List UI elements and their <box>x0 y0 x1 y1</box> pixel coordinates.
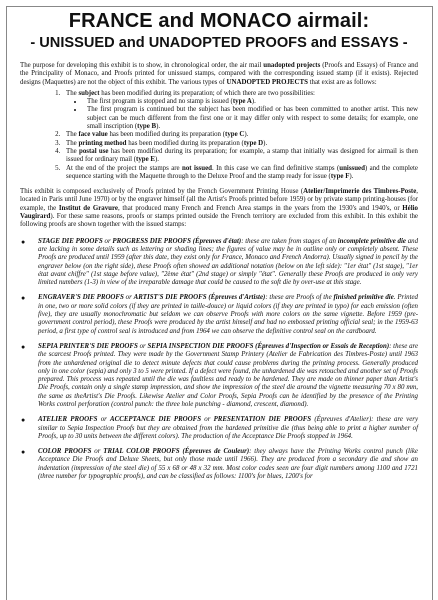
proof-term: SEPIA INSPECTION DIE PROOFS <box>147 342 254 350</box>
item-text: The <box>66 147 79 155</box>
proof-french-term: (Épreuves d'état) <box>190 237 242 245</box>
item-keyword: face value <box>78 131 108 139</box>
proofs-list <box>20 238 418 482</box>
proof-text: (Épreuves d'Atelier): these are very similar to Sepia Inspection Proofs but they are obtained from the hardened primitive die (thus being able to print a higher number of Proofs, up to 30 units between the different colors). The production of the Acceptance Die Proofs stopped in 1964. <box>38 416 419 440</box>
subitem-type-a <box>84 98 418 106</box>
item-text: The <box>66 89 79 97</box>
proof-french-term: (Épreuves d'Artiste) <box>206 294 266 302</box>
composition-paragraph <box>20 188 418 229</box>
item-keyword: subject <box>78 89 100 97</box>
item-text: ). <box>244 131 249 139</box>
proof-term: ARTIST'S DIE PROOFS <box>133 294 207 302</box>
item-text: . In this case we can find definitive stamps ( <box>211 164 340 172</box>
proof-text: or <box>123 294 134 302</box>
proof-term: TRIAL COLOR PROOFS <box>103 448 180 456</box>
item-text: ). <box>349 172 354 180</box>
item-text: ). <box>155 156 160 164</box>
type-item-printing-method <box>62 140 418 148</box>
type-code: type E <box>136 156 155 164</box>
intro-paragraph <box>20 62 418 87</box>
type-item-subject <box>62 90 418 131</box>
proof-text: . Printed in one, two or more solid colors (if they are printed in taille-douce) or liquid colors (if they are printed in typo) for each emission (often five), they are usually monochromatic but seldom we can observe Proofs with more colors on the same vignette. Before 1959 (pre-government control period), these Proofs were produced by the artist himself and had no embossed printing official seal; in the 1959-63 period, a first type of control seal is introduced and from 1964 we can observe the definitive control seal on the cardboard. <box>38 294 419 335</box>
paragraph-text: ). For these same reasons, proofs or stamps printed outside the French territory are excluded from this exhibit. In this exhibit the following proofs are shown together with the issued stamps: <box>20 213 418 229</box>
paragraph-emphasis: Hélio Vaugirard <box>20 204 418 221</box>
intro-emphasis: UNADOPTED PROJECTS <box>226 78 308 86</box>
item-text: The first program is stopped and no stamp is issued ( <box>87 98 233 106</box>
type-code: type F <box>330 172 350 180</box>
item-text: ). <box>263 139 268 147</box>
paragraph-text: This exhibit is composed exclusively of Proofs printed by the French Government Printing House ( <box>20 188 304 196</box>
type-code: type A <box>232 98 252 106</box>
proof-emphasis: finished primitive die <box>333 294 394 302</box>
page-subtitle: - UNISSUED and UNADOPTED PROOFS and ESSAYS - <box>30 35 408 51</box>
type-code: type B <box>137 123 157 131</box>
proof-term: PRESENTATION DIE PROOFS <box>213 416 312 424</box>
intro-emphasis: unadopted projects <box>263 62 321 69</box>
intro-text: The purpose for developing this exhibit is to show, in chronological order, the air mail <box>20 62 264 69</box>
item-keyword: unissued <box>339 164 365 172</box>
proof-text: or <box>97 416 111 424</box>
proof-term: ENGRAVER'S DIE PROOFS <box>38 294 124 302</box>
paragraph-text: , located in Paris until June 1970) or by the engraver himself (all the Artist's Proofs printed before 1959) or by private stamp printing-houses (for example, the <box>20 188 418 212</box>
item-text: The first program is continued but the subject has been modified or has been committed to another artist. This new subject can be much different from the first one or it may differ only with respect to some details; for example, one small inscription ( <box>87 106 418 131</box>
item-text: has been modified during its preparation ( <box>126 139 244 147</box>
paragraph-text: , that produced many French and French Area stamps in the years from the 1930's and 1940's, or <box>118 204 403 212</box>
proof-item-atelier <box>20 416 418 441</box>
item-text: The <box>66 131 79 139</box>
proof-term: ATELIER PROOFS <box>38 416 98 424</box>
item-text: has been modified during its preparation ( <box>107 131 226 139</box>
page-title: FRANCE and MONACO airmail: <box>68 10 370 32</box>
proof-item-sepia-die <box>20 343 418 409</box>
proof-text: : these are the scarcest Proofs printed. They were made by the Government Stamp Printery (Atelier de Fabrication des Timbres-Poste) until 1963 from the unhardened original die to detect minute defects that could cause problems during the printing process. Generally produced only in one color (sepia) and only 3 to 5 were printed. If a defect were found, the unhardened die was retouched and another set of Proofs prepared. This process was repeated until the die was faultless and ready to be hardened. They are made on thinner paper than Artist's Die Proofs, contain only a single stamp impression, and show the impression of the steel die around the vignette measuring 70 x 80 mm, the same as theArtist's Die Proofs. Likewise Atelier and Color Proofs, Sepia Proofs can be identified by the presence of the Printing Works control perforation (control punch: the three hole punching - diamond, crescent, diamond). <box>38 342 419 408</box>
type-item-not-issued <box>62 165 418 182</box>
item-keyword: postal use <box>79 147 109 155</box>
item-text: ). <box>251 98 256 106</box>
proof-french-term: (Épreuves de Couleur) <box>179 448 250 456</box>
paragraph-emphasis: Atelier/Imprimerie des Timbres-Poste <box>303 188 417 196</box>
type-item-face-value <box>62 131 418 139</box>
item-keyword: not issued <box>182 164 212 172</box>
proof-text: or <box>102 237 113 245</box>
intro-text: (Proofs and Essays) of France and the Principality of Monaco, and Proofs printed for unissued stamps, compared with the corresponding issued stamp (if it exists). Rejected designs (Maquettes) are not the object of this exhibit. The various types of <box>20 62 419 86</box>
proof-french-term: (Épreuves d'Inspection or Essais de Reception) <box>253 342 390 350</box>
subitem-type-b <box>84 106 418 131</box>
proof-item-color <box>20 448 418 481</box>
proof-term: COLOR PROOFS <box>38 448 92 456</box>
proof-emphasis: incomplete primitive die <box>337 237 406 245</box>
type-code: type D <box>243 139 264 147</box>
item-text: The <box>66 139 79 147</box>
proof-text: or <box>91 448 104 456</box>
proof-text: and are lacking in some details such as lettering or shading lines; the figures of value may be in outline only or completely absent. These Proofs are produced until 1959 (after this date, they exist only for France, Monaco and French Andorra). Usually signed in pencil by the engraver below (on the right side), these Proofs often showed an additional notation (below on the left side): "1er état" (1st stage), "1er état avant chiffre" (1st stage before value), "2ème état" (2nd stage) or simply "état". Generally these Proofs are produced in only very limited numbers (1-3) in view of the irreparable damage that could be caused to the soft die by over-use at this stage. <box>38 237 419 287</box>
proof-text: or <box>201 416 214 424</box>
subject-sublist <box>84 98 418 131</box>
proof-text: : these are taken from stages of an <box>241 237 338 245</box>
proof-item-stage-die <box>20 238 418 288</box>
proof-text: : these are Proofs of the <box>265 294 334 302</box>
project-types-list <box>62 90 418 181</box>
item-keyword: printing method <box>78 139 127 147</box>
type-item-postal-use <box>62 148 418 165</box>
intro-text: that exist are as follows: <box>307 78 377 86</box>
proof-item-engraver-die <box>20 294 418 335</box>
type-code: type C <box>225 131 245 139</box>
item-text: has been modified during its preparation; for example, a stamp that initially was designed for airmail is then issued for ordinary mail ( <box>66 147 418 164</box>
item-text: ) and the complete sequence starting with the Maquette through to the Deluxe Proof and the stamp ready for issue ( <box>66 164 418 180</box>
proof-term: STAGE DIE PROOFS <box>38 237 103 245</box>
item-text: ). <box>156 123 161 131</box>
paragraph-emphasis: Institut de Gravure <box>58 204 118 212</box>
proof-text: or <box>137 342 148 350</box>
item-text: At the end of the project the stamps are <box>66 164 182 172</box>
proof-term: SEPIA PRINTER'S DIE PROOFS <box>38 342 138 350</box>
item-text: has been modified during its preparation; of which there are two possibilities: <box>99 89 315 97</box>
proof-term: PROGRESS DIE PROOFS <box>112 237 191 245</box>
proof-text: : they always have the Printing Works control punch (like Acceptance Die Proofs and Deluxe Sheets, but only those made until 1966). They are produced from a secondary die and show an indentation (impression of the steel die) of 55 x 68 or 48 x 32 mm. Most color codes seen are four digit numbers among 1100 and 1721 (three number for typographic proofs), and can be classified as follows: 1100's for blues, 1200's for <box>38 448 418 481</box>
proof-term: ACCEPTANCE DIE PROOFS <box>110 416 202 424</box>
